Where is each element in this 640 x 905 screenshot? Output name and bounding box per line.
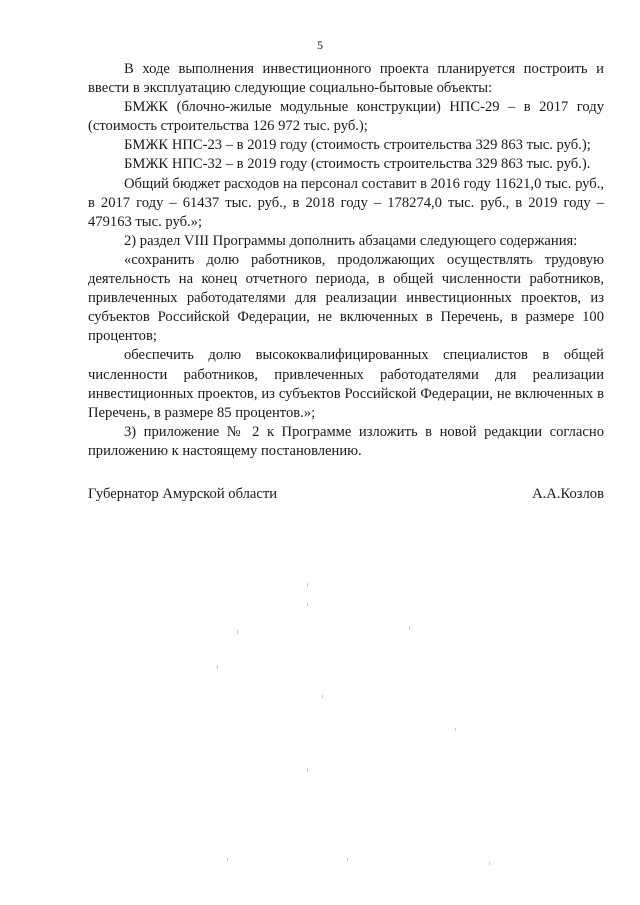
document-body bbox=[88, 60, 604, 461]
paragraph: 2) раздел VIII Программы дополнить абзацами следующего содержания: bbox=[124, 232, 578, 249]
paragraph: В ходе выполнения инвестиционного проекта планируется построить и ввести в эксплуатацию следующие социально-бытовые объекты: bbox=[88, 61, 604, 97]
scan-mark bbox=[322, 695, 323, 698]
paragraph: БМЖК (блочно-жилые модульные конструкции) НПС-29 – в 2017 году (стоимость строительства 126 972 тыс. руб.); bbox=[88, 99, 604, 135]
scan-mark bbox=[347, 858, 348, 861]
paragraph: БМЖК НПС-23 – в 2019 году (стоимость строительства 329 863 тыс. руб.); bbox=[124, 137, 591, 154]
scan-mark bbox=[489, 862, 490, 865]
signatory-name: А.А.Козлов bbox=[532, 486, 604, 502]
scan-mark bbox=[409, 626, 410, 629]
scan-mark bbox=[307, 768, 308, 772]
signatory-position: Губернатор Амурской области bbox=[88, 486, 278, 502]
paragraph: обеспечить долю высококвалифицированных специалистов в общей численности работников, привлеченных работодателями для реализации инвестиционных проектов, из субъектов Российской Федерации, не включенных в Перечень, в размере 85 процентов.»; bbox=[88, 347, 604, 421]
scan-mark bbox=[307, 603, 308, 606]
paragraph: «сохранить долю работников, продолжающих осуществлять трудовую деятельность на конец отчетного периода, в общей численности работников, привлеченных работодателями для реализации инвестиционных проектов, из субъектов Российской Федерации, не включенных в Перечень, в размере 100 процентов; bbox=[88, 251, 604, 345]
scan-mark bbox=[217, 665, 218, 669]
paragraph: 3) приложение № 2 к Программе изложить в новой редакции согласно приложению к настоящему постановлению. bbox=[88, 423, 604, 459]
scan-mark bbox=[237, 630, 238, 634]
signature-block bbox=[88, 486, 604, 503]
scan-mark bbox=[227, 858, 228, 861]
paragraph: Общий бюджет расходов на персонал составит в 2016 году 11621,0 тыс. руб., в 2017 году – 61437 тыс. руб., в 2018 году – 178274,0 тыс. руб., в 2019 году – 479163 тыс. руб.»; bbox=[88, 175, 604, 230]
scan-mark bbox=[455, 728, 456, 731]
scan-mark bbox=[307, 583, 308, 587]
page-number: 5 bbox=[317, 38, 323, 52]
paragraph: БМЖК НПС-32 – в 2019 году (стоимость строительства 329 863 тыс. руб.). bbox=[124, 156, 591, 173]
